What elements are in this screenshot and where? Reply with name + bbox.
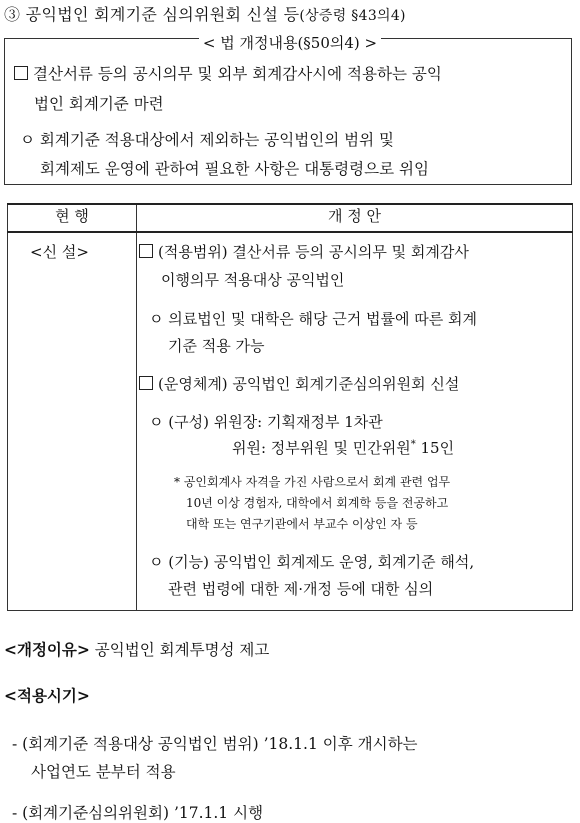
- effective-item-2: - (회계기준심의위원회) ’17.1.1 시행: [12, 804, 264, 822]
- revised-item-3: (운영체계) 공익법인 회계기준심의위원회 신설: [139, 373, 459, 394]
- square-bullet-icon: [139, 376, 153, 390]
- footnote-line-2: 10년 이상 경험자, 대학에서 회계학 등을 전공하고: [186, 496, 449, 510]
- header-revised: 개 정 안: [137, 204, 573, 232]
- footnote-marker: *: [410, 439, 416, 450]
- title-reference: (상증령 §43의4): [299, 8, 406, 24]
- revised-item-4: ㅇ (구성) 위원장: 기획재정부 1차관: [149, 413, 383, 431]
- current-cell: [8, 232, 137, 611]
- box-item-2: ㅇ 회계기준 적용대상에서 제외하는 공익법인의 범위 및: [20, 131, 394, 149]
- revised-item-1: (적용범위) 결산서류 등의 공시의무 및 회계감사: [139, 241, 469, 262]
- table-header-row: [8, 204, 573, 232]
- comparison-table: [7, 203, 573, 611]
- effective-date-label: <적용시기>: [4, 686, 90, 705]
- revised-item-5: ㅇ (기능) 공익법인 회계제도 운영, 회계기준 해석,: [149, 553, 475, 571]
- title-text: ③ 공익법인 회계기준 심의위원회 신설 등: [4, 5, 300, 24]
- box-item-2-cont: 회계제도 운영에 관하여 필요한 사항은 대통령령으로 위임: [40, 160, 429, 178]
- header-current: 현 행: [8, 204, 137, 232]
- revised-item-4-cont: 위원: 정부위원 및 민간위원* 15인: [232, 439, 455, 457]
- revised-item-2: ㅇ 의료법인 및 대학은 해당 근거 법률에 따른 회계: [149, 310, 477, 328]
- current-new: <신 설>: [30, 243, 89, 261]
- revision-reason-label: <개정이유>: [4, 640, 90, 659]
- footnote-line-3: 대학 또는 연구기관에서 부교수 이상인 자 등: [186, 517, 418, 531]
- revision-reason: <개정이유> 공익법인 회계투명성 제고: [4, 640, 270, 659]
- box-label: < 법 개정내용(§50의4) >: [0, 32, 580, 53]
- revised-item-1-cont: 이행의무 적용대상 공익법인: [161, 271, 345, 289]
- box-item-1: 결산서류 등의 공시의무 및 외부 회계감사시에 적용하는 공익: [14, 62, 442, 84]
- box-item-1-cont: 법인 회계기준 마련: [34, 95, 164, 113]
- effective-item-1-cont: 사업연도 분부터 적용: [31, 763, 176, 781]
- square-bullet-icon: [14, 66, 28, 80]
- revised-item-5-cont: 관련 법령에 대한 제·개정 등에 대한 심의: [168, 580, 434, 598]
- effective-item-1: - (회계기준 적용대상 공익법인 범위) ’18.1.1 이후 개시하는: [12, 735, 418, 753]
- square-bullet-icon: [139, 244, 153, 258]
- footnote-line-1: * 공인회계사 자격을 가진 사람으로서 회계 관련 업무: [174, 475, 451, 489]
- section-title: [4, 2, 406, 25]
- revised-item-2-cont: 기준 적용 가능: [168, 337, 265, 355]
